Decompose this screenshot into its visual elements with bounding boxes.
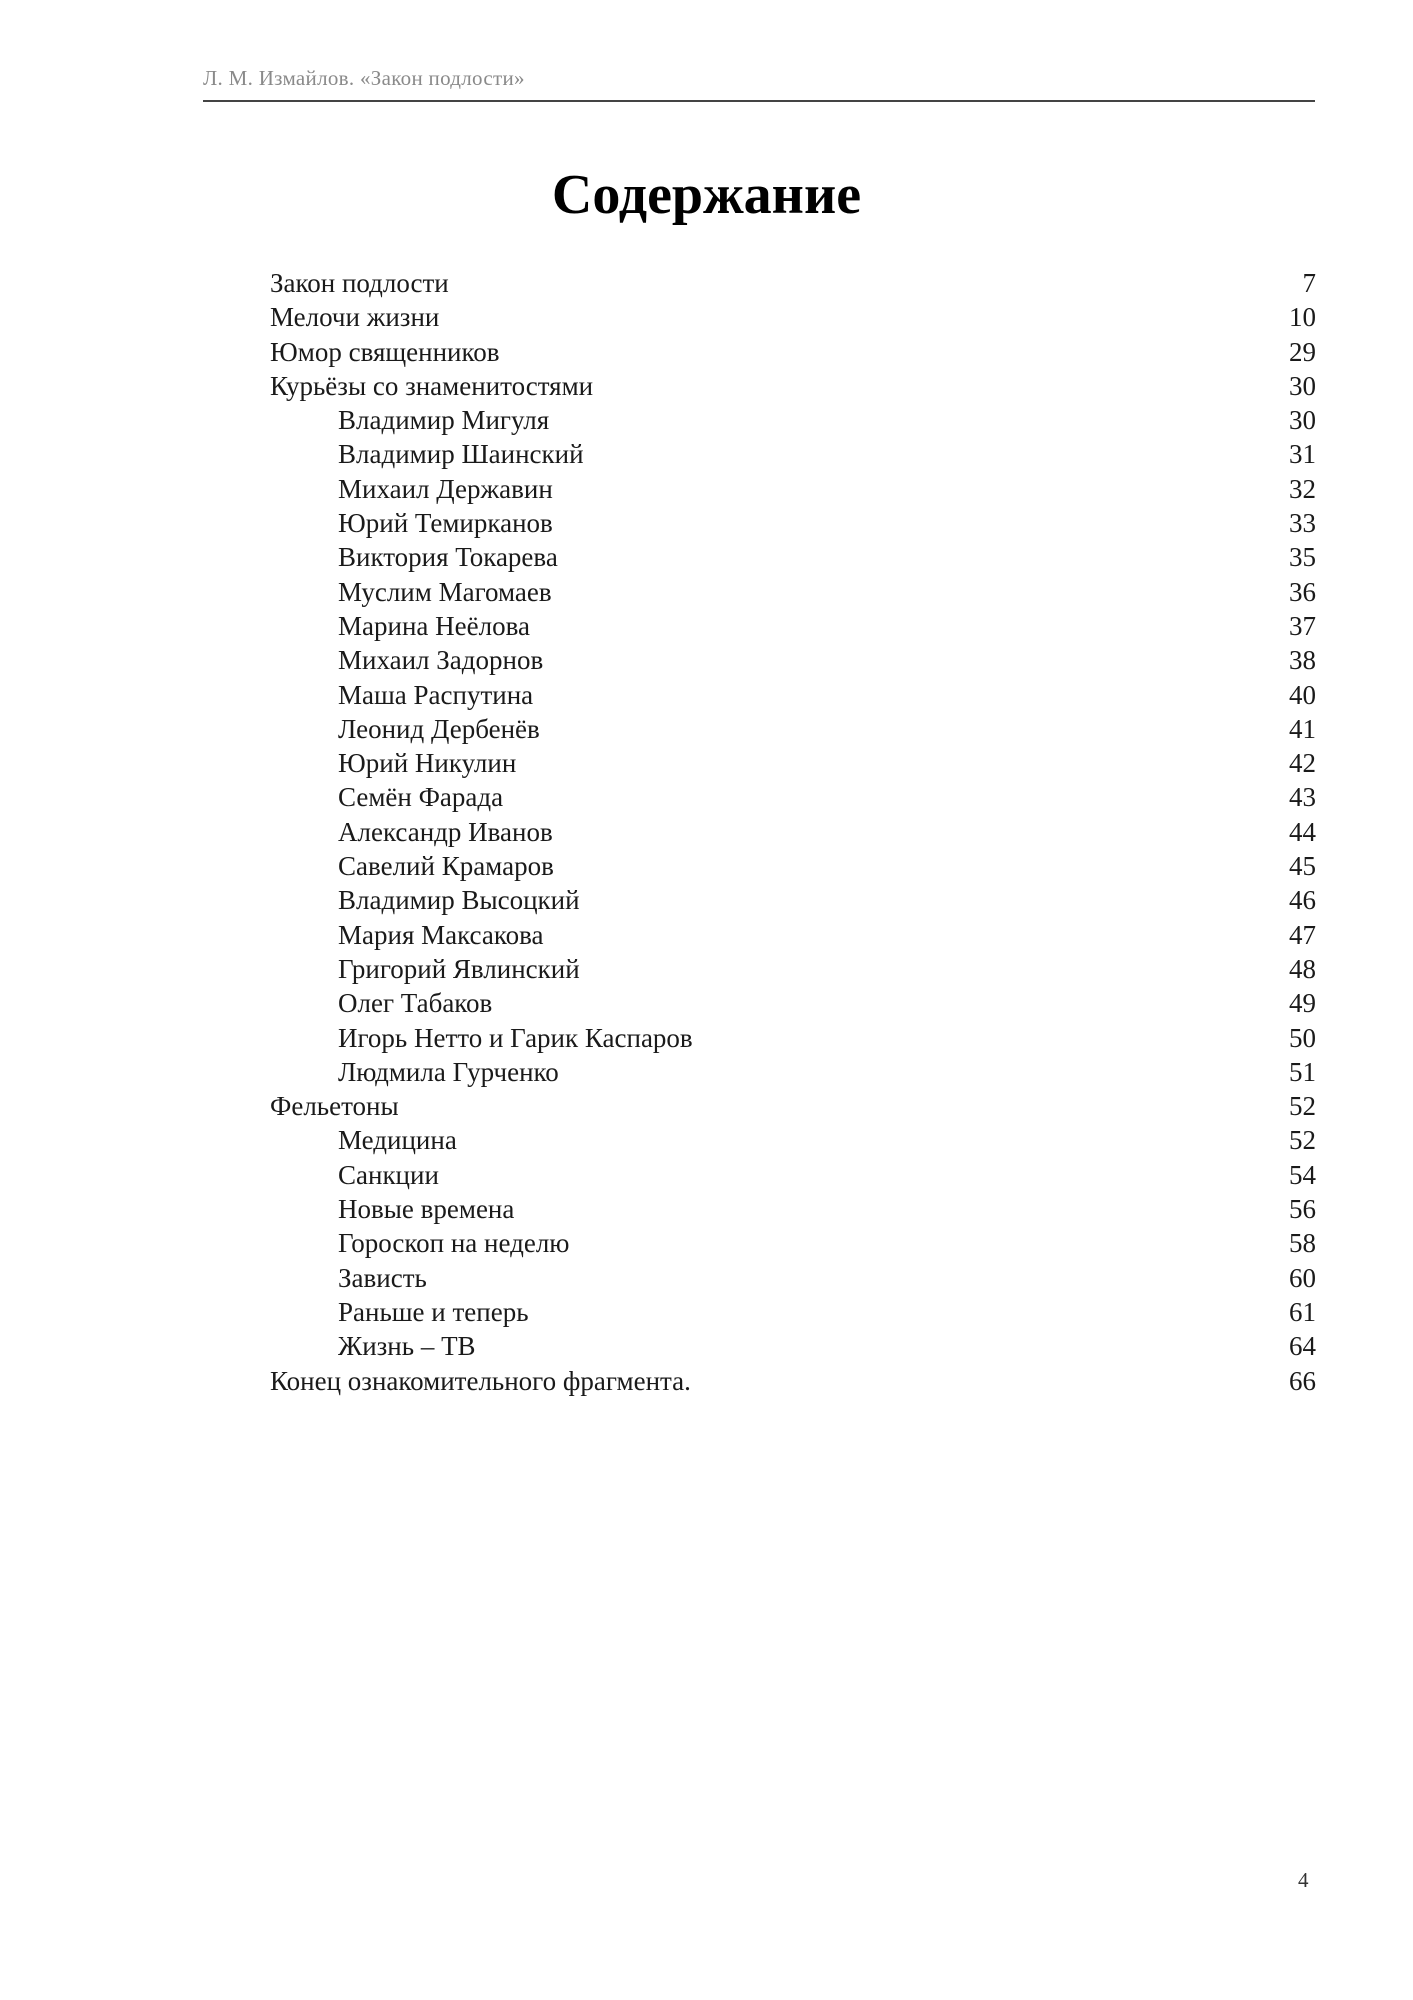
- toc-entry-label: Конец ознакомительного фрагмента.: [270, 1365, 691, 1396]
- toc-entry-page: 49: [1289, 988, 1316, 1019]
- toc-subentry[interactable]: [270, 472, 1316, 506]
- toc-entry-page: 29: [1289, 336, 1316, 367]
- toc-entry-label: Юрий Темирканов: [338, 508, 553, 539]
- toc-entry-page: 33: [1289, 508, 1316, 539]
- toc-entry-page: 61: [1289, 1296, 1316, 1327]
- table-of-contents: [270, 266, 1316, 1398]
- toc-entry-label: Маша Распутина: [338, 679, 534, 710]
- toc-subentry[interactable]: [270, 575, 1316, 609]
- toc-entry-page: 44: [1289, 816, 1316, 847]
- toc-entry-page: 64: [1289, 1331, 1316, 1362]
- toc-entry-page: 58: [1289, 1228, 1316, 1259]
- toc-subentry[interactable]: [270, 883, 1316, 917]
- toc-entry-label: Медицина: [338, 1125, 457, 1156]
- toc-entry-label: Закон подлости: [270, 268, 449, 298]
- toc-entry-label: Раньше и теперь: [338, 1296, 529, 1327]
- toc-entry-page: 50: [1289, 1022, 1316, 1053]
- toc-entry-page: 66: [1289, 1365, 1316, 1396]
- toc-entry-page: 52: [1289, 1125, 1316, 1156]
- toc-entry-page: 31: [1289, 439, 1316, 470]
- toc-subentry[interactable]: [270, 1295, 1316, 1329]
- toc-subentry[interactable]: [270, 540, 1316, 574]
- toc-entry-label: Виктория Токарева: [338, 542, 558, 573]
- toc-entry-label: Муслим Магомаев: [338, 576, 552, 607]
- toc-subentry[interactable]: [270, 1021, 1316, 1055]
- toc-entry-label: Гороскоп на неделю: [338, 1228, 570, 1259]
- toc-subentry[interactable]: [270, 678, 1316, 712]
- toc-subentry[interactable]: [270, 780, 1316, 814]
- toc-entry-page: 30: [1289, 370, 1316, 401]
- toc-entry-label: Михаил Задорнов: [338, 645, 544, 676]
- toc-entry-page: 56: [1289, 1194, 1316, 1225]
- toc-entry-page: 52: [1289, 1091, 1316, 1122]
- toc-entry-page: 54: [1289, 1159, 1316, 1190]
- toc-entry-label: Юрий Никулин: [338, 748, 517, 779]
- toc-entry-label: Марина Неёлова: [338, 610, 530, 641]
- toc-subentry[interactable]: [270, 918, 1316, 952]
- toc-entry-label: Мария Максакова: [338, 919, 544, 950]
- toc-entry-page: 51: [1289, 1056, 1316, 1087]
- toc-entry[interactable]: [270, 369, 1316, 403]
- toc-entry[interactable]: [270, 335, 1316, 369]
- toc-subentry[interactable]: [270, 506, 1316, 540]
- toc-entry-page: 46: [1289, 885, 1316, 916]
- toc-entry-page: 45: [1289, 851, 1316, 882]
- toc-entry-label: Григорий Явлинский: [338, 953, 580, 984]
- toc-subentry[interactable]: [270, 746, 1316, 780]
- toc-entry-label: Александр Иванов: [338, 816, 553, 847]
- toc-subentry[interactable]: [270, 1158, 1316, 1192]
- header-divider: [203, 100, 1315, 102]
- toc-entry-label: Новые времена: [338, 1194, 515, 1225]
- toc-subentry[interactable]: [270, 1261, 1316, 1295]
- toc-entry-label: Олег Табаков: [338, 988, 493, 1019]
- toc-entry-page: 35: [1289, 542, 1316, 573]
- toc-entry-label: Савелий Крамаров: [338, 851, 554, 882]
- toc-entry-label: Санкции: [338, 1159, 439, 1190]
- toc-entry-label: Владимир Шаинский: [338, 439, 584, 470]
- toc-subentry[interactable]: [270, 1123, 1316, 1157]
- toc-entry-label: Семён Фарада: [338, 782, 504, 813]
- toc-entry-label: Жизнь – ТВ: [338, 1331, 476, 1362]
- toc-entry-label: Курьёзы со знаменитостями: [270, 370, 594, 401]
- toc-entry-page: 38: [1289, 645, 1316, 676]
- toc-entry-page: 10: [1289, 302, 1316, 333]
- toc-entry-label: Леонид Дербенёв: [338, 713, 540, 744]
- toc-entry-page: 37: [1289, 610, 1316, 641]
- toc-entry-label: Людмила Гурченко: [338, 1056, 559, 1087]
- toc-entry-page: 43: [1289, 782, 1316, 813]
- toc-entry[interactable]: [270, 266, 1316, 300]
- toc-entry-page: 36: [1289, 576, 1316, 607]
- toc-subentry[interactable]: [270, 609, 1316, 643]
- toc-entry-label: Зависть: [338, 1262, 427, 1293]
- toc-entry-label: Игорь Нетто и Гарик Каспаров: [338, 1022, 693, 1053]
- toc-subentry[interactable]: [270, 986, 1316, 1020]
- toc-subentry[interactable]: [270, 849, 1316, 883]
- toc-entry-label: Мелочи жизни: [270, 302, 440, 333]
- running-header: Л. М. Измайлов. «Закон подлости»: [203, 66, 525, 90]
- toc-entry-label: Владимир Высоцкий: [338, 885, 580, 916]
- toc-subentry[interactable]: [270, 1055, 1316, 1089]
- toc-entry-label: Владимир Мигуля: [338, 405, 550, 436]
- toc-entry-page: 32: [1289, 473, 1316, 504]
- toc-subentry[interactable]: [270, 815, 1316, 849]
- toc-entry-page: 40: [1289, 679, 1316, 710]
- toc-subentry[interactable]: [270, 712, 1316, 746]
- toc-subentry[interactable]: [270, 437, 1316, 471]
- toc-entry-label: Михаил Державин: [338, 473, 553, 504]
- toc-title: Содержание: [551, 164, 862, 226]
- toc-subentry[interactable]: [270, 1192, 1316, 1226]
- toc-subentry[interactable]: [270, 952, 1316, 986]
- toc-entry[interactable]: [270, 1089, 1316, 1123]
- toc-entry-label: Юмор священников: [270, 336, 500, 367]
- page-number: 4: [1298, 1868, 1309, 1892]
- toc-subentry[interactable]: [270, 643, 1316, 677]
- toc-subentry[interactable]: [270, 1329, 1316, 1363]
- toc-entry[interactable]: [270, 300, 1316, 334]
- toc-entry-page: 30: [1289, 405, 1316, 436]
- toc-entry-page: 41: [1289, 713, 1316, 744]
- toc-entry-page: 60: [1289, 1262, 1316, 1293]
- toc-entry-page: 47: [1289, 919, 1316, 950]
- toc-entry-page: 7: [1302, 268, 1316, 298]
- toc-subentry[interactable]: [270, 403, 1316, 437]
- toc-subentry[interactable]: [270, 1226, 1316, 1260]
- toc-entry-page: 42: [1289, 748, 1316, 779]
- toc-entry-label: Фельетоны: [270, 1091, 399, 1122]
- toc-entry[interactable]: [270, 1364, 1316, 1398]
- toc-entry-page: 48: [1289, 953, 1316, 984]
